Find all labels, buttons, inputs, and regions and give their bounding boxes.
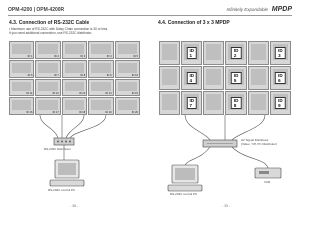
distributor-caption: RS-232C Distributor (44, 147, 71, 151)
model-name: OPM-4200 | OPM-4200R (8, 7, 65, 13)
display-tile: ID 11 (9, 79, 34, 97)
display-tile: ID 2 (35, 41, 60, 59)
display-tile: ID 15 (115, 79, 140, 97)
right-section-title: 4.4. Connection of 3 x 3 MPDP (158, 20, 230, 26)
display-tile: ID 16 (9, 97, 34, 115)
left-bullet-1: • Maximum use of RS-232C with Daisy Chain connection is 30 or less. (9, 27, 109, 31)
rs232c-distributor-icon (54, 138, 74, 145)
display-tile: ID 13 (62, 79, 87, 97)
vcr-caption: VCR (264, 180, 271, 184)
id-label: ID 3 (275, 47, 286, 59)
display-tile: ID 7 (35, 60, 60, 78)
display-tile: ID 17 (35, 97, 60, 115)
pc-icon (50, 160, 84, 186)
av-distributor-icon (203, 140, 237, 147)
id-label: ID 2 (231, 47, 242, 59)
display-tile: ID 8 (62, 60, 87, 78)
left-pc-caption: RS-232C control PC (48, 188, 76, 192)
display-tile: ID 18 (62, 97, 87, 115)
left-bullet-2: If you need additional connection, use RS-232C distributor. (9, 31, 93, 35)
left-section-title: 4.3. Connection of RS-232C Cable (9, 20, 90, 26)
id-label: ID 4 (186, 72, 197, 84)
pc-icon-right (168, 165, 202, 191)
vcr-icon (255, 168, 281, 178)
left-cables (40, 115, 106, 160)
display-tile: ID 14 (88, 79, 113, 97)
display-tile: ID 19 (88, 97, 113, 115)
id-label: ID 5 (231, 72, 242, 84)
id-label: ID 1 (186, 47, 197, 59)
page-number-left: - 38 - (70, 204, 79, 208)
page-number-right: - 39 - (222, 204, 231, 208)
brand-logo: MPDP (271, 6, 292, 13)
right-pc-caption: RS-232C control PC (170, 192, 198, 196)
display-tile: ID 10 (115, 60, 140, 78)
id-label: ID 7 (186, 97, 197, 109)
av-distributor-caption: AV Signal Distributor (Video, Y/P, PC Distributor) (241, 138, 278, 146)
display-tile: ID 6 (9, 60, 34, 78)
id-label: ID 8 (231, 97, 242, 109)
display-tile: ID 20 (115, 97, 140, 115)
display-tile: ID 3 (62, 41, 87, 59)
display-tile: ID 5 (115, 41, 140, 59)
id-label: ID 6 (275, 72, 286, 84)
display-tile: ID 4 (88, 41, 113, 59)
display-tile: ID 9 (88, 60, 113, 78)
display-tile: ID 1 (9, 41, 34, 59)
tagline: Infinitely Expandable (226, 7, 268, 12)
id-label: ID 9 (275, 97, 286, 109)
display-tile: ID 12 (35, 79, 60, 97)
